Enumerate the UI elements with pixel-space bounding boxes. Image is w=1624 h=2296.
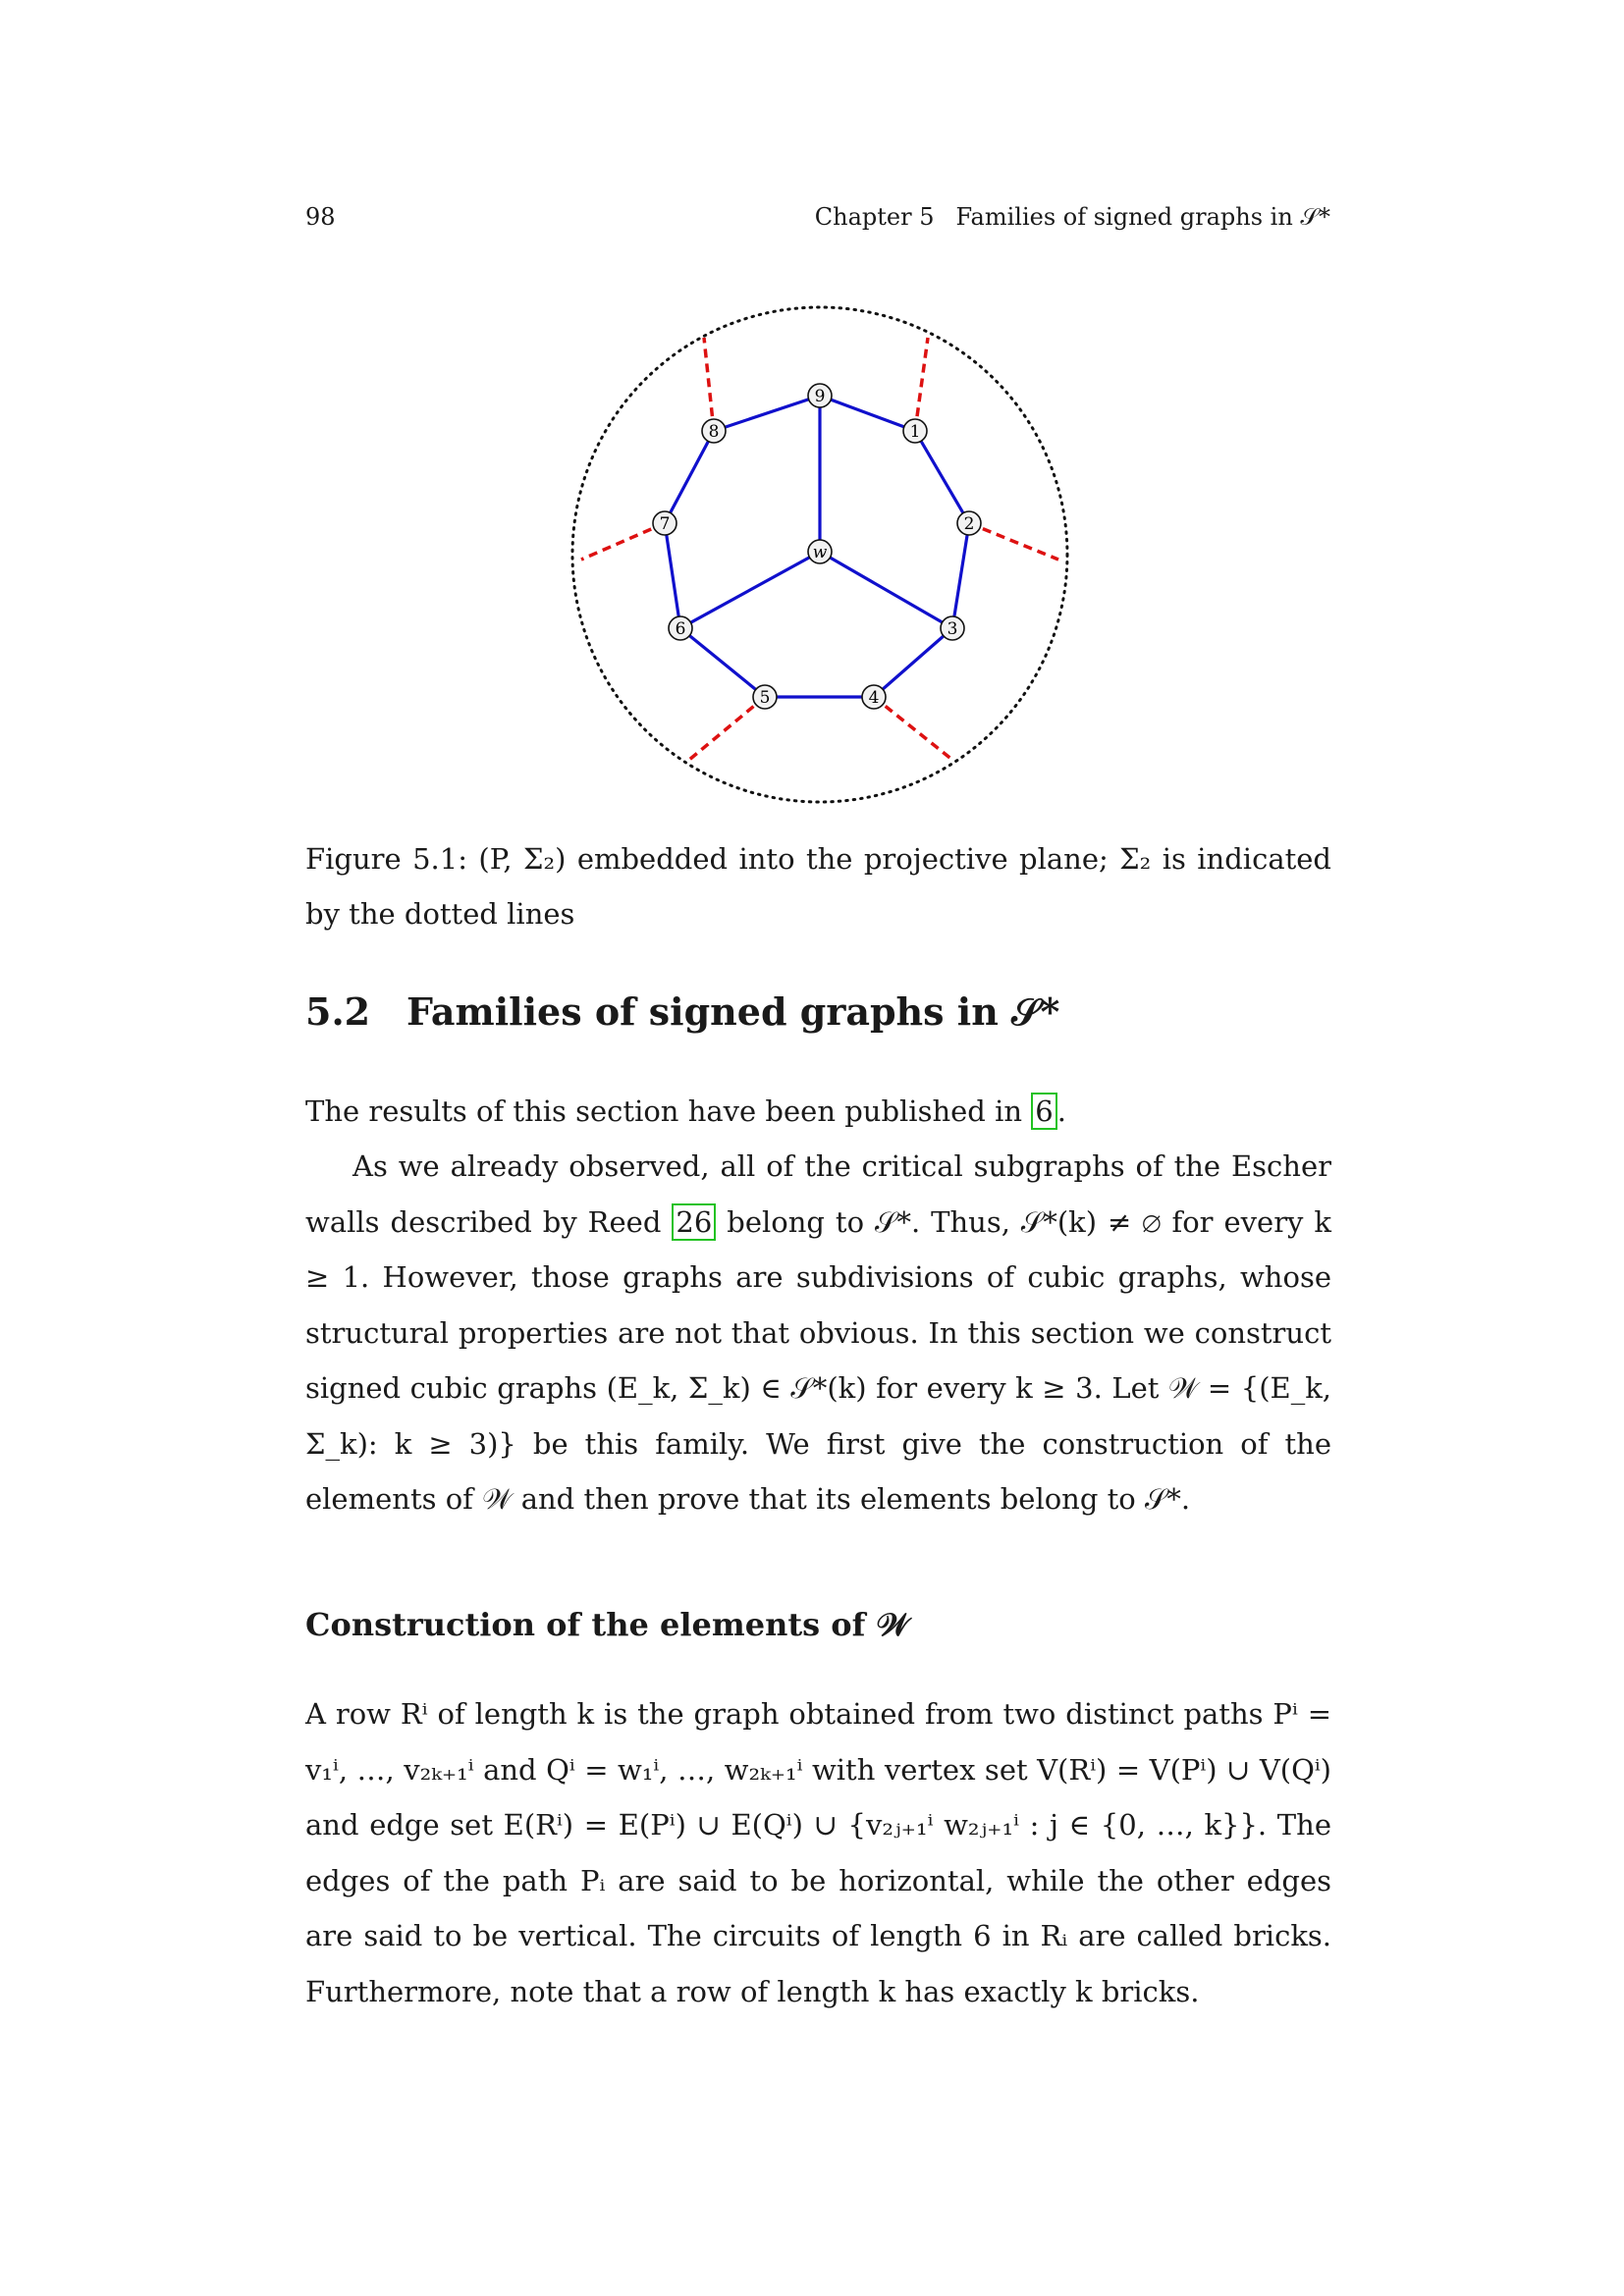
graph-edge: [874, 628, 952, 697]
petersen-figure: [560, 294, 1070, 815]
running-header-chapter: Chapter 5: [814, 203, 935, 231]
section-number: 5.2: [305, 989, 371, 1034]
signed-edge: [704, 338, 714, 431]
graph-node: [957, 511, 981, 535]
node-label: 1: [909, 422, 921, 442]
graph-node: [653, 511, 677, 535]
graph-node: [862, 685, 886, 709]
graph-node: [808, 540, 832, 563]
node-label: 7: [659, 514, 671, 534]
node-label: 9: [814, 387, 826, 406]
intro-paragraph: [305, 1084, 1331, 1140]
escher-walls-paragraph: [305, 1139, 1331, 1527]
node-label: 5: [759, 688, 771, 708]
graph-node: [941, 616, 964, 640]
figure-caption: [305, 831, 1331, 941]
node-label: 3: [947, 619, 958, 639]
caption-text: Figure 5.1: (P, Σ₂) embedded into the projective plane; Σ₂ is indicated by the dotted lines: [305, 842, 1331, 931]
graph-node: [753, 685, 777, 709]
node-label: 8: [708, 422, 720, 442]
running-header-title: Families of signed graphs in 𝒮*: [955, 203, 1330, 231]
graph-edge: [680, 628, 765, 697]
graph-edge: [820, 396, 915, 431]
p2-text-b: belong to 𝒮*. Thus, 𝒮*(k) ≠ ∅ for every k ≥ 1. However, those graphs are subdivisions of cubic graphs, whose structural properties are not that obvious. In this section we construct signed cubic graphs (E_k, Σ_k) ∈ 𝒮*(k) for every k ≥ 3. Let 𝒲 = {(E_k, Σ_k): k ≥ 3)} be this family. We first give the construction of the elements of 𝒲 and then prove that its elements belong to 𝒮*.: [305, 1204, 1331, 1516]
subsection-heading: Construction of the elements of 𝒲: [305, 1606, 910, 1643]
node-label: 2: [963, 514, 975, 534]
graph-edge: [915, 431, 969, 523]
node-label: 6: [675, 619, 686, 639]
row-definition-paragraph: A row Rⁱ of length k is the graph obtained from two distinct paths Pⁱ = v₁ⁱ, …, v₂ₖ₊₁ⁱ and Qⁱ = w₁ⁱ, …, w₂ₖ₊₁ⁱ with vertex set V(Rⁱ) = V(Pⁱ) ∪ V(Qⁱ) and edge set E(Rⁱ) = E(Pⁱ) ∪ E(Qⁱ) ∪ {v₂ⱼ₊₁ⁱ w₂ⱼ₊₁ⁱ : j ∈ {0, …, k}}. The edges of the path Pᵢ are said to be horizontal, while the other edges are said to be vertical. The circuits of length 6 in Rᵢ are called bricks. Furthermore, note that a row of length k has exactly k bricks.: [305, 1697, 1331, 2008]
graph-edge: [665, 523, 680, 628]
graph-edge: [665, 431, 714, 523]
signed-edge: [915, 338, 928, 431]
node-label: 4: [868, 688, 880, 708]
intro-end: .: [1056, 1095, 1066, 1128]
graph-node: [669, 616, 692, 640]
signed-edge: [581, 523, 665, 560]
p2-text-a: As we already observed, all of the critical subgraphs of the Escher walls described by Reed: [305, 1149, 1331, 1239]
signed-edge: [969, 523, 1058, 560]
graph-node: [808, 384, 832, 407]
running-header: [815, 203, 1330, 231]
signed-edge: [689, 697, 765, 760]
graph-edge: [680, 552, 820, 628]
graph-node: [903, 419, 927, 443]
signed-edge: [874, 697, 952, 760]
graph-edge: [714, 396, 820, 431]
citation-link[interactable]: 26: [672, 1203, 716, 1241]
citation-link[interactable]: 6: [1031, 1093, 1056, 1130]
graph-edge: [820, 552, 952, 628]
page-number: 98: [305, 203, 336, 231]
section-heading: [305, 989, 1059, 1035]
section-title: Families of signed graphs in 𝒮*: [406, 989, 1060, 1034]
graph-node: [702, 419, 726, 443]
intro-text: The results of this section have been published in: [305, 1095, 1032, 1128]
node-label: w: [812, 543, 828, 562]
graph-edge: [952, 523, 969, 628]
